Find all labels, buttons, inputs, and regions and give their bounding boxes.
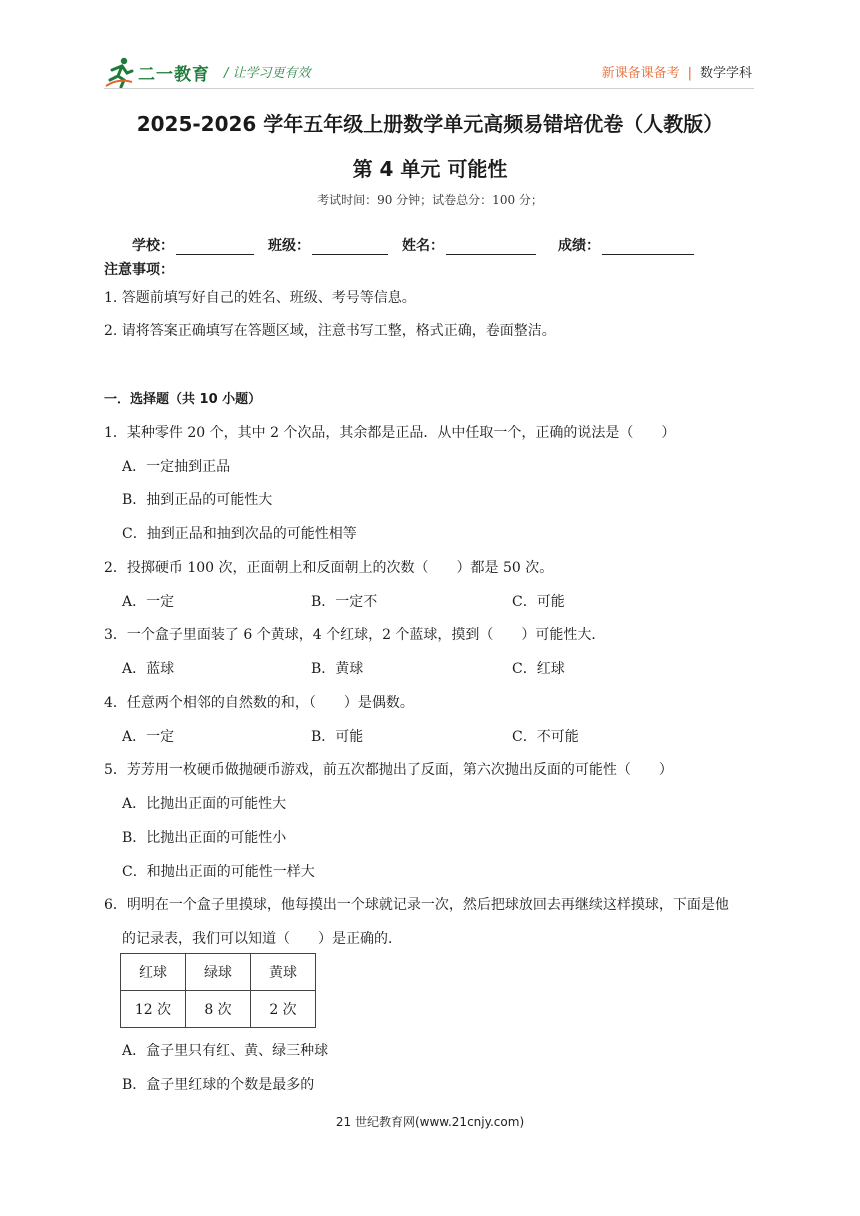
q2-option-c[interactable]: C．可能 bbox=[512, 594, 565, 610]
q1-option-b[interactable]: B．抽到正品的可能性大 bbox=[122, 492, 273, 508]
footer-source: 21 世纪教育网(www.21cnjy.com) bbox=[335, 1115, 525, 1129]
slogan: / 让学习更有效 bbox=[224, 66, 311, 81]
school-label: 学校： bbox=[132, 238, 174, 254]
table-header-cell: 黄球 bbox=[251, 954, 316, 991]
logo-text: 二一教育 bbox=[138, 65, 210, 85]
class-label: 班级： bbox=[268, 238, 310, 254]
q6-option-b[interactable]: B．盒子里红球的个数是最多的 bbox=[122, 1077, 315, 1093]
q3-option-a[interactable]: A．蓝球 bbox=[122, 661, 175, 677]
score-label: 成绩： bbox=[558, 238, 600, 254]
name-blank[interactable] bbox=[446, 240, 536, 255]
q6-option-a[interactable]: A．盒子里只有红、黄、绿三种球 bbox=[122, 1043, 329, 1059]
table-cell: 2 次 bbox=[251, 991, 316, 1028]
q2-option-b[interactable]: B．一定不 bbox=[311, 594, 378, 610]
exam-info: 考试时间：90 分钟；试卷总分：100 分； bbox=[317, 193, 543, 207]
name-label: 姓名： bbox=[402, 238, 444, 254]
notice-item: 2. 请将答案正确填写在答题区域，注意书写工整，格式正确，卷面整洁。 bbox=[104, 323, 556, 339]
question-2: 2．投掷硬币 100 次，正面朝上和反面朝上的次数（ ）都是 50 次。 bbox=[104, 560, 554, 576]
header-subject: 数学学科 bbox=[699, 66, 752, 81]
q5-option-a[interactable]: A．比抛出正面的可能性大 bbox=[122, 796, 287, 812]
question-6-line-1: 6．明明在一个盒子里摸球，他每摸出一个球就记录一次，然后把球放回去再继续这样摸球，下面是他 bbox=[104, 897, 729, 913]
class-field[interactable] bbox=[268, 235, 388, 255]
school-field[interactable] bbox=[132, 235, 254, 255]
table-cell: 8 次 bbox=[186, 991, 251, 1028]
header-separator: | bbox=[687, 66, 692, 81]
class-blank[interactable] bbox=[312, 240, 388, 255]
notice-item: 1. 答题前填写好自己的姓名、班级、考号等信息。 bbox=[104, 290, 416, 306]
q1-option-a[interactable]: A．一定抽到正品 bbox=[122, 459, 231, 475]
q4-option-a[interactable]: A．一定 bbox=[122, 729, 175, 745]
question-4: 4．任意两个相邻的自然数的和，（ ）是偶数。 bbox=[104, 695, 414, 711]
q3-option-b[interactable]: B．黄球 bbox=[311, 661, 364, 677]
q4-option-c[interactable]: C．不可能 bbox=[512, 729, 579, 745]
question-5: 5．芳芳用一枚硬币做抛硬币游戏，前五次都抛出了反面，第六次抛出反面的可能性（ ） bbox=[104, 762, 673, 778]
question-1: 1．某种零件 20 个，其中 2 个次品，其余都是正品．从中任取一个，正确的说法是（ ） bbox=[104, 425, 676, 441]
student-info-row bbox=[132, 235, 694, 255]
table-cell: 12 次 bbox=[121, 991, 186, 1028]
page-title: 2025-2026 学年五年级上册数学单元高频易错培优卷（人教版） bbox=[136, 112, 724, 136]
q1-option-c[interactable]: C．抽到正品和抽到次品的可能性相等 bbox=[122, 526, 357, 542]
q2-option-a[interactable]: A．一定 bbox=[122, 594, 175, 610]
q5-option-c[interactable]: C．和抛出正面的可能性一样大 bbox=[122, 864, 315, 880]
question-3: 3．一个盒子里面装了 6 个黄球，4 个红球，2 个蓝球，摸到（ ）可能性大． bbox=[104, 627, 606, 643]
header-category: 新课备课备考 bbox=[601, 66, 680, 81]
q3-option-c[interactable]: C．红球 bbox=[512, 661, 565, 677]
q4-option-b[interactable]: B．可能 bbox=[311, 729, 364, 745]
unit-title: 第 4 单元 可能性 bbox=[352, 157, 508, 181]
table-header-cell: 绿球 bbox=[186, 954, 251, 991]
table-row bbox=[121, 991, 316, 1028]
header-divider bbox=[104, 88, 754, 89]
runner-logo-icon bbox=[104, 56, 134, 88]
q5-option-b[interactable]: B．比抛出正面的可能性小 bbox=[122, 830, 287, 846]
question-6-line-2: 的记录表，我们可以知道（ ）是正确的． bbox=[122, 931, 402, 947]
notice-title: 注意事项： bbox=[104, 262, 174, 278]
header-right bbox=[602, 62, 752, 81]
table-header-row bbox=[121, 954, 316, 991]
name-field[interactable] bbox=[402, 235, 536, 255]
school-blank[interactable] bbox=[176, 240, 254, 255]
record-table bbox=[120, 953, 316, 1028]
table-header-cell: 红球 bbox=[121, 954, 186, 991]
score-blank[interactable] bbox=[602, 240, 694, 255]
section-title: 一．选择题（共 10 小题） bbox=[104, 392, 262, 407]
score-field[interactable] bbox=[558, 235, 694, 255]
